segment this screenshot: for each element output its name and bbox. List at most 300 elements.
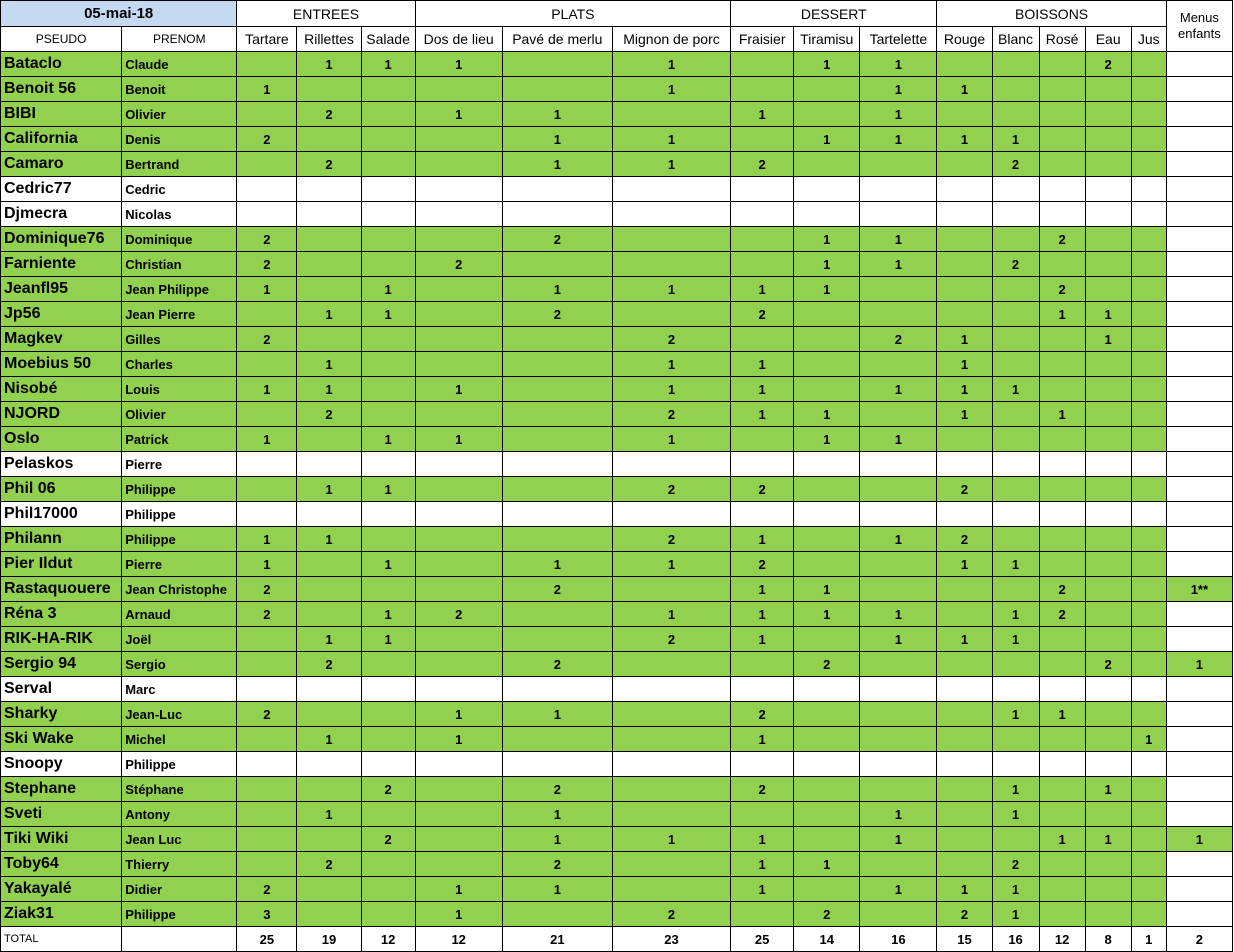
- quantity-cell: [794, 677, 860, 702]
- quantity-cell: [794, 177, 860, 202]
- quantity-cell: [612, 252, 730, 277]
- quantity-cell: [992, 52, 1039, 77]
- pseudo-cell: Dominique76: [1, 227, 122, 252]
- quantity-cell: [612, 802, 730, 827]
- quantity-cell: [937, 677, 992, 702]
- quantity-cell: [361, 102, 415, 127]
- quantity-cell: 2: [992, 852, 1039, 877]
- quantity-cell: [237, 477, 297, 502]
- quantity-cell: 1: [794, 277, 860, 302]
- prenom-cell: Philippe: [122, 527, 237, 552]
- prenom-cell: Marc: [122, 677, 237, 702]
- quantity-cell: [415, 352, 502, 377]
- quantity-cell: [1166, 802, 1232, 827]
- quantity-cell: [1039, 552, 1085, 577]
- quantity-cell: [1131, 827, 1166, 852]
- quantity-cell: [1039, 427, 1085, 452]
- quantity-cell: [1085, 902, 1131, 927]
- quantity-cell: 2: [297, 102, 361, 127]
- quantity-cell: [937, 202, 992, 227]
- quantity-cell: [1131, 877, 1166, 902]
- quantity-cell: [502, 177, 612, 202]
- quantity-cell: 1: [612, 602, 730, 627]
- prenom-cell: Philippe: [122, 502, 237, 527]
- quantity-cell: 1: [731, 102, 794, 127]
- quantity-cell: [502, 352, 612, 377]
- quantity-cell: 1: [860, 102, 937, 127]
- quantity-cell: 1: [992, 702, 1039, 727]
- quantity-cell: [361, 677, 415, 702]
- quantity-cell: [612, 677, 730, 702]
- quantity-cell: [502, 477, 612, 502]
- quantity-cell: [1039, 652, 1085, 677]
- quantity-cell: [794, 377, 860, 402]
- pseudo-cell: Pier Ildut: [1, 552, 122, 577]
- quantity-cell: [794, 752, 860, 777]
- quantity-cell: [1166, 377, 1232, 402]
- pseudo-cell: Serval: [1, 677, 122, 702]
- quantity-cell: 2: [937, 477, 992, 502]
- quantity-cell: 1: [992, 602, 1039, 627]
- quantity-cell: [1166, 852, 1232, 877]
- quantity-cell: [361, 702, 415, 727]
- column-header: Eau: [1085, 27, 1131, 52]
- pseudo-cell: Rastaquouere: [1, 577, 122, 602]
- quantity-cell: 1: [937, 377, 992, 402]
- pseudo-cell: Sharky: [1, 702, 122, 727]
- quantity-cell: 1: [361, 427, 415, 452]
- table-row: [1, 727, 1233, 752]
- quantity-cell: [237, 52, 297, 77]
- quantity-cell: 1: [1085, 302, 1131, 327]
- total-cell: 1: [1131, 927, 1166, 952]
- quantity-cell: [1085, 452, 1131, 477]
- quantity-cell: [794, 502, 860, 527]
- quantity-cell: 2: [297, 152, 361, 177]
- quantity-cell: 1: [992, 877, 1039, 902]
- quantity-cell: [1039, 77, 1085, 102]
- quantity-cell: [992, 527, 1039, 552]
- quantity-cell: [612, 202, 730, 227]
- quantity-cell: [237, 727, 297, 752]
- quantity-cell: 1: [794, 852, 860, 877]
- quantity-cell: [731, 52, 794, 77]
- quantity-cell: [415, 302, 502, 327]
- quantity-cell: [937, 802, 992, 827]
- quantity-cell: [612, 852, 730, 877]
- quantity-cell: [1085, 677, 1131, 702]
- quantity-cell: [1085, 602, 1131, 627]
- quantity-cell: [237, 452, 297, 477]
- prenom-cell: Stéphane: [122, 777, 237, 802]
- pseudo-cell: Phil 06: [1, 477, 122, 502]
- quantity-cell: [937, 852, 992, 877]
- pseudo-cell: Magkev: [1, 327, 122, 352]
- quantity-cell: [1085, 427, 1131, 452]
- quantity-cell: 2: [794, 902, 860, 927]
- quantity-cell: [1166, 327, 1232, 352]
- quantity-cell: [1085, 152, 1131, 177]
- quantity-cell: [612, 877, 730, 902]
- quantity-cell: 1: [937, 327, 992, 352]
- column-header: Fraisier: [731, 27, 794, 52]
- table-row: [1, 652, 1233, 677]
- quantity-cell: [794, 202, 860, 227]
- quantity-cell: [502, 677, 612, 702]
- quantity-cell: 2: [237, 252, 297, 277]
- quantity-cell: [794, 352, 860, 377]
- quantity-cell: [1166, 102, 1232, 127]
- quantity-cell: [237, 352, 297, 377]
- quantity-cell: 1: [237, 77, 297, 102]
- quantity-cell: [1166, 602, 1232, 627]
- quantity-cell: [1085, 377, 1131, 402]
- table-row: [1, 177, 1233, 202]
- pseudo-cell: Oslo: [1, 427, 122, 452]
- quantity-cell: [860, 702, 937, 727]
- quantity-cell: [1131, 152, 1166, 177]
- quantity-cell: [1166, 402, 1232, 427]
- quantity-cell: 1: [992, 777, 1039, 802]
- quantity-cell: 2: [1039, 577, 1085, 602]
- quantity-cell: [1039, 502, 1085, 527]
- quantity-cell: 1: [502, 702, 612, 727]
- quantity-cell: [612, 227, 730, 252]
- quantity-cell: 1: [361, 302, 415, 327]
- quantity-cell: 1: [794, 577, 860, 602]
- quantity-cell: [612, 502, 730, 527]
- pseudo-cell: Camaro: [1, 152, 122, 177]
- quantity-cell: 1: [612, 277, 730, 302]
- quantity-cell: 1: [731, 602, 794, 627]
- quantity-cell: [937, 252, 992, 277]
- quantity-cell: [415, 77, 502, 102]
- column-header: Pavé de merlu: [502, 27, 612, 52]
- quantity-cell: 1: [237, 277, 297, 302]
- quantity-cell: 1: [731, 352, 794, 377]
- quantity-cell: [1039, 677, 1085, 702]
- quantity-cell: 1: [361, 552, 415, 577]
- quantity-cell: [937, 777, 992, 802]
- table-row: [1, 452, 1233, 477]
- quantity-cell: [992, 452, 1039, 477]
- prenom-cell: Gilles: [122, 327, 237, 352]
- quantity-cell: [1085, 177, 1131, 202]
- quantity-cell: 1: [731, 727, 794, 752]
- quantity-cell: 1: [794, 602, 860, 627]
- quantity-cell: [237, 652, 297, 677]
- quantity-cell: [937, 427, 992, 452]
- quantity-cell: [502, 752, 612, 777]
- quantity-cell: [1166, 302, 1232, 327]
- quantity-cell: [237, 402, 297, 427]
- quantity-cell: [1166, 52, 1232, 77]
- prenom-cell: Thierry: [122, 852, 237, 877]
- total-cell: 19: [297, 927, 361, 952]
- table-row: [1, 77, 1233, 102]
- quantity-cell: 1: [860, 602, 937, 627]
- quantity-cell: [937, 752, 992, 777]
- total-cell: 14: [794, 927, 860, 952]
- column-header: Rillettes: [297, 27, 361, 52]
- quantity-cell: [1166, 502, 1232, 527]
- quantity-cell: 1: [1039, 402, 1085, 427]
- quantity-cell: [1039, 727, 1085, 752]
- quantity-cell: [415, 152, 502, 177]
- prenom-cell: Patrick: [122, 427, 237, 452]
- quantity-cell: 2: [502, 852, 612, 877]
- quantity-cell: 1: [297, 727, 361, 752]
- quantity-cell: [1131, 427, 1166, 452]
- quantity-cell: [1039, 527, 1085, 552]
- quantity-cell: [1166, 727, 1232, 752]
- prenom-cell: Dominique: [122, 227, 237, 252]
- prenom-cell: Bertrand: [122, 152, 237, 177]
- quantity-cell: [612, 102, 730, 127]
- quantity-cell: 1: [860, 252, 937, 277]
- quantity-cell: [415, 827, 502, 852]
- quantity-cell: [361, 502, 415, 527]
- quantity-cell: [937, 652, 992, 677]
- quantity-cell: [1039, 102, 1085, 127]
- total-cell: 16: [860, 927, 937, 952]
- quantity-cell: [731, 77, 794, 102]
- quantity-cell: 1: [1085, 327, 1131, 352]
- quantity-cell: [1131, 452, 1166, 477]
- quantity-cell: [860, 202, 937, 227]
- quantity-cell: 1: [1166, 652, 1232, 677]
- quantity-cell: [1131, 327, 1166, 352]
- quantity-cell: [415, 752, 502, 777]
- total-cell: 25: [731, 927, 794, 952]
- pseudo-cell: Djmecra: [1, 202, 122, 227]
- quantity-cell: [860, 552, 937, 577]
- quantity-cell: [237, 752, 297, 777]
- quantity-cell: 1: [860, 802, 937, 827]
- table-row: [1, 427, 1233, 452]
- quantity-cell: [1131, 702, 1166, 727]
- quantity-cell: 1: [860, 877, 937, 902]
- total-cell: 2: [1166, 927, 1232, 952]
- quantity-cell: 1: [860, 627, 937, 652]
- quantity-cell: [237, 502, 297, 527]
- quantity-cell: 1: [937, 127, 992, 152]
- quantity-cell: [1085, 802, 1131, 827]
- quantity-cell: [297, 202, 361, 227]
- prenom-cell: Pierre: [122, 452, 237, 477]
- quantity-cell: [415, 777, 502, 802]
- quantity-cell: [731, 252, 794, 277]
- quantity-cell: [1131, 227, 1166, 252]
- prenom-cell: Louis: [122, 377, 237, 402]
- quantity-cell: 1: [1039, 827, 1085, 852]
- total-cell: 15: [937, 927, 992, 952]
- quantity-cell: [1166, 552, 1232, 577]
- quantity-cell: 1: [237, 377, 297, 402]
- group-plats: PLATS: [415, 1, 730, 27]
- quantity-cell: 1: [612, 352, 730, 377]
- quantity-cell: [361, 227, 415, 252]
- quantity-cell: [794, 527, 860, 552]
- quantity-cell: [1085, 402, 1131, 427]
- prenom-cell: Philippe: [122, 477, 237, 502]
- table-row: [1, 752, 1233, 777]
- column-header: Tartelette: [860, 27, 937, 52]
- quantity-cell: [415, 527, 502, 552]
- quantity-cell: [937, 727, 992, 752]
- quantity-cell: [992, 727, 1039, 752]
- quantity-cell: [1131, 627, 1166, 652]
- table-row: [1, 377, 1233, 402]
- quantity-cell: [1131, 177, 1166, 202]
- column-header: Rosé: [1039, 27, 1085, 52]
- quantity-cell: [415, 202, 502, 227]
- quantity-cell: 1: [502, 552, 612, 577]
- prenom-cell: Philippe: [122, 902, 237, 927]
- quantity-cell: 1: [612, 827, 730, 852]
- table-row: [1, 902, 1233, 927]
- quantity-cell: [937, 52, 992, 77]
- pseudo-cell: Stephane: [1, 777, 122, 802]
- quantity-cell: [415, 577, 502, 602]
- prenom-cell: Nicolas: [122, 202, 237, 227]
- quantity-cell: 2: [731, 152, 794, 177]
- quantity-cell: 3: [237, 902, 297, 927]
- quantity-cell: 1: [297, 802, 361, 827]
- quantity-cell: 1: [794, 402, 860, 427]
- quantity-cell: [1085, 552, 1131, 577]
- quantity-cell: [361, 127, 415, 152]
- quantity-cell: 1: [297, 527, 361, 552]
- quantity-cell: [992, 652, 1039, 677]
- quantity-cell: [1166, 702, 1232, 727]
- quantity-cell: 1: [297, 302, 361, 327]
- quantity-cell: [992, 427, 1039, 452]
- quantity-cell: [237, 102, 297, 127]
- quantity-cell: [415, 177, 502, 202]
- quantity-cell: 1: [860, 827, 937, 852]
- menus-enfants-header: Menus enfants: [1166, 1, 1232, 52]
- total-cell: 21: [502, 927, 612, 952]
- quantity-cell: [731, 177, 794, 202]
- quantity-cell: 1: [1085, 777, 1131, 802]
- quantity-cell: 1: [937, 627, 992, 652]
- pseudo-cell: NJORD: [1, 402, 122, 427]
- quantity-cell: 1: [937, 877, 992, 902]
- quantity-cell: [731, 752, 794, 777]
- table-row: [1, 602, 1233, 627]
- quantity-cell: 2: [297, 402, 361, 427]
- quantity-cell: 1: [860, 52, 937, 77]
- quantity-cell: [731, 327, 794, 352]
- quantity-cell: [794, 802, 860, 827]
- quantity-cell: 2: [612, 327, 730, 352]
- quantity-cell: 1: [731, 277, 794, 302]
- table-row: [1, 152, 1233, 177]
- quantity-cell: [1131, 852, 1166, 877]
- quantity-cell: [992, 402, 1039, 427]
- prenom-cell: Claude: [122, 52, 237, 77]
- quantity-cell: 1: [612, 427, 730, 452]
- quantity-cell: [937, 177, 992, 202]
- quantity-cell: [731, 227, 794, 252]
- quantity-cell: 1: [237, 552, 297, 577]
- total-cell: 23: [612, 927, 730, 952]
- quantity-cell: [415, 127, 502, 152]
- quantity-cell: 1: [1166, 827, 1232, 852]
- quantity-cell: 2: [237, 327, 297, 352]
- quantity-cell: 2: [502, 227, 612, 252]
- quantity-cell: [1085, 852, 1131, 877]
- quantity-cell: [794, 327, 860, 352]
- table-row: [1, 677, 1233, 702]
- quantity-cell: [502, 902, 612, 927]
- quantity-cell: 2: [1039, 227, 1085, 252]
- quantity-cell: [361, 327, 415, 352]
- table-row: [1, 202, 1233, 227]
- quantity-cell: 2: [731, 702, 794, 727]
- prenom-cell: Didier: [122, 877, 237, 902]
- pseudo-cell: Moebius 50: [1, 352, 122, 377]
- quantity-cell: 1: [992, 802, 1039, 827]
- quantity-cell: 2: [860, 327, 937, 352]
- quantity-cell: 1: [612, 152, 730, 177]
- quantity-cell: [860, 177, 937, 202]
- quantity-cell: [860, 677, 937, 702]
- quantity-cell: [361, 652, 415, 677]
- quantity-cell: [794, 452, 860, 477]
- quantity-cell: 1: [860, 227, 937, 252]
- quantity-cell: 2: [612, 902, 730, 927]
- quantity-cell: [1039, 902, 1085, 927]
- pseudo-cell: Bataclo: [1, 52, 122, 77]
- quantity-cell: [860, 577, 937, 602]
- column-header: Rouge: [937, 27, 992, 52]
- total-cell: 8: [1085, 927, 1131, 952]
- quantity-cell: [237, 777, 297, 802]
- quantity-cell: 2: [237, 127, 297, 152]
- quantity-cell: [1131, 77, 1166, 102]
- quantity-cell: [794, 477, 860, 502]
- prenom-cell: Philippe: [122, 752, 237, 777]
- quantity-cell: [1166, 677, 1232, 702]
- quantity-cell: 1: [1039, 302, 1085, 327]
- quantity-cell: 1: [731, 527, 794, 552]
- quantity-cell: [1039, 252, 1085, 277]
- quantity-cell: 1: [612, 552, 730, 577]
- quantity-cell: [297, 252, 361, 277]
- quantity-cell: 1: [237, 527, 297, 552]
- quantity-cell: [237, 827, 297, 852]
- quantity-cell: [415, 227, 502, 252]
- quantity-cell: 1: [794, 127, 860, 152]
- quantity-cell: 1: [1085, 827, 1131, 852]
- quantity-cell: [731, 677, 794, 702]
- prenom-cell: Olivier: [122, 102, 237, 127]
- quantity-cell: [1131, 352, 1166, 377]
- quantity-cell: 1: [502, 802, 612, 827]
- pseudo-cell: BIBI: [1, 102, 122, 127]
- quantity-cell: [361, 527, 415, 552]
- quantity-cell: 1: [612, 377, 730, 402]
- quantity-cell: [612, 177, 730, 202]
- quantity-cell: [237, 627, 297, 652]
- quantity-cell: [794, 552, 860, 577]
- quantity-cell: [415, 552, 502, 577]
- quantity-cell: [502, 627, 612, 652]
- quantity-cell: 2: [731, 552, 794, 577]
- quantity-cell: 1: [860, 527, 937, 552]
